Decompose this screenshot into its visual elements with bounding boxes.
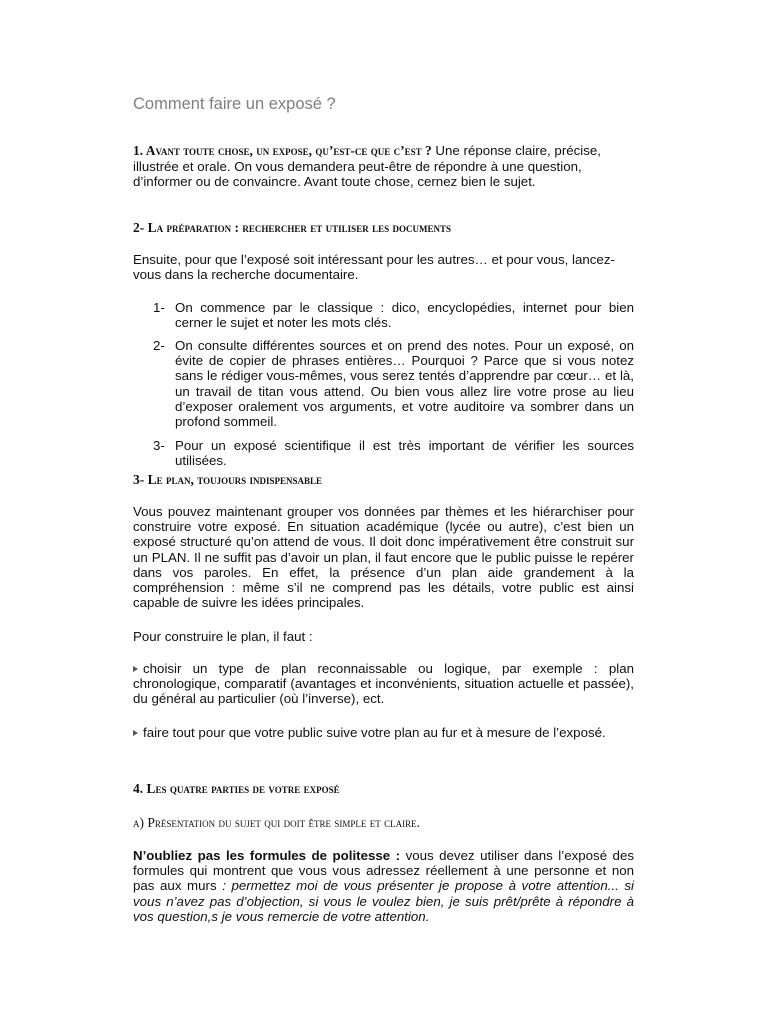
bullet-item bbox=[133, 661, 634, 707]
section-3-paragraph: Vous pouvez maintenant grouper vos données par thèmes et les hiérarchiser pour construire votre exposé. En situation académique (lycée ou autre), c’est bien un exposé structuré qu’on attend de vous. Il doit donc impérativement être construit sur un PLAN. Il ne suffit pas d’avoir un plan, il faut encore que le public puisse le repérer dans vos paroles. En effet, la présence d’un plan aide grandement à la compréhension : même s’il ne comprend pas les détails, votre public est ainsi capable de suivre les idées principales. bbox=[133, 504, 634, 611]
list-item-number: 2- bbox=[153, 338, 165, 353]
list-item-number: 1- bbox=[153, 300, 165, 315]
section-1 bbox=[133, 143, 634, 189]
section-2-heading: 2- La préparation : rechercher et utiliser les documents bbox=[133, 220, 451, 235]
section-2-intro: Ensuite, pour que l’exposé soit intéressant pour les autres… et pour vous, lancez-vous dans la recherche documentaire. bbox=[133, 252, 615, 283]
section-1-heading: 1. Avant toute chose, un expose, qu’est-ce que c’est ? bbox=[133, 143, 432, 158]
list-item-text: Pour un exposé scientifique il est très important de vérifier les sources utilisées. bbox=[175, 438, 634, 469]
section-3-plan-intro: Pour construire le plan, il faut : bbox=[133, 629, 313, 644]
section-4-paragraph bbox=[133, 848, 634, 924]
bullet-item-text: faire tout pour que votre public suive votre plan au fur et à mesure de l’exposé. bbox=[143, 725, 606, 740]
list-item-number: 3- bbox=[153, 438, 165, 453]
politeness-text: vous devez utiliser dans l’exposé des formules qui montrent que vous vous adressez réellement à une personne et non pas aux murs bbox=[133, 848, 634, 894]
triangle-bullet-icon bbox=[133, 666, 138, 672]
bullet-item bbox=[133, 725, 634, 740]
list-item-text: On consulte différentes sources et on prend des notes. Pour un exposé, on évite de copier de phrases entières… Pourquoi ? Parce que si vous notez sans le rédiger vous-mêmes, vous serez tentés d’apprendre par cœur… et là, un travail de titan vous attend. Ou bien vous allez lire votre prose au lieu d’exposer oralement vos arguments, et votre auditoire va sombrer dans un profond sommeil. bbox=[175, 338, 634, 430]
triangle-bullet-icon bbox=[133, 730, 138, 736]
section-3-heading: 3- Le plan, toujours indispensable bbox=[133, 472, 322, 487]
section-4-heading: 4. Les quatre parties de votre exposé bbox=[133, 781, 340, 796]
section-1-text: Une réponse claire, précise, illustrée et orale. On vous demandera peut-être de répondre à une question, d’informer ou de convaincre. Avant toute chose, cernez bien le sujet. bbox=[133, 143, 601, 190]
politeness-bold-text: N’oubliez pas les formules de politesse : bbox=[133, 848, 401, 863]
section-4-subheading: a) Présentation du sujet qui doit être simple et claire. bbox=[133, 815, 421, 830]
list-item-text: On commence par le classique : dico, encyclopédies, internet pour bien cerner le sujet et noter les mots clés. bbox=[175, 300, 634, 331]
document-title: Comment faire un exposé ? bbox=[133, 95, 336, 113]
politeness-examples-text: : permettez moi de vous présenter je propose à votre attention... si vous n’avez pas d’objection, si vous le voulez bien, je suis prêt/prête à répondre à vos question,s je vous remercie de votre attention. bbox=[133, 878, 634, 924]
bullet-item-text: choisir un type de plan reconnaissable ou logique, par exemple : plan chronologique, comparatif (avantages et inconvénients, situation actuelle et passée), du général au particulier (où l’inverse), ect. bbox=[133, 661, 634, 707]
